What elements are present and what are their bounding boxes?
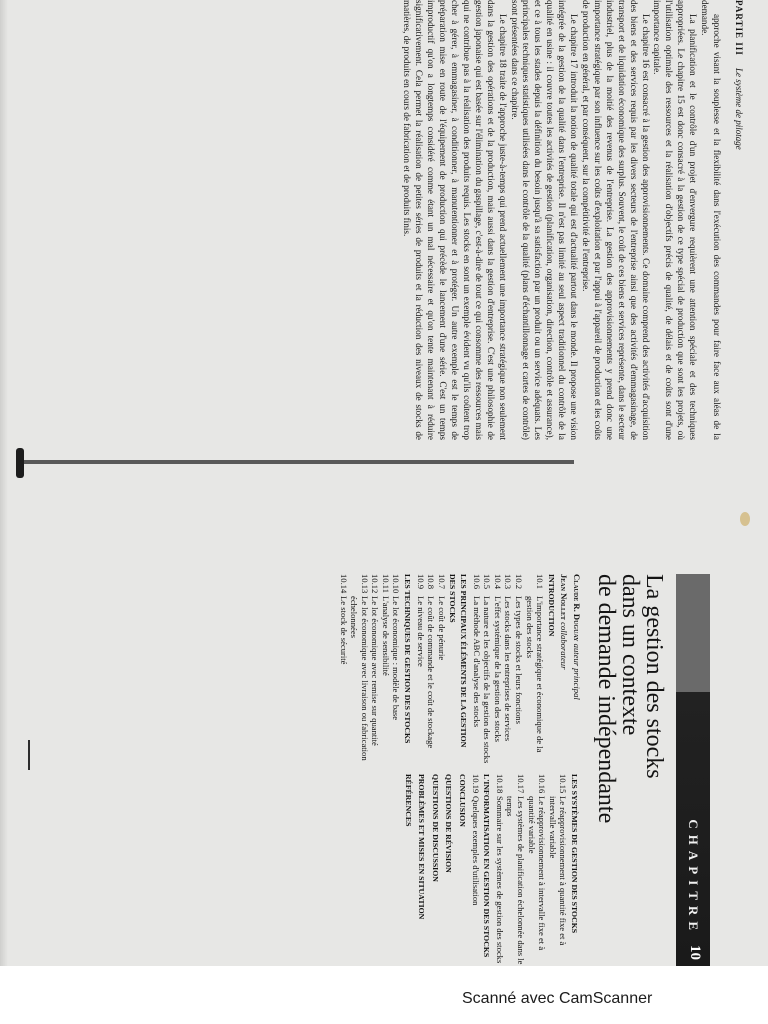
toc-entry-title: Le réapprovisionnement à quantité fixe et à intervalle variable <box>547 796 569 946</box>
chapter-title-line: de demande indépendante <box>593 574 619 824</box>
toc-entry <box>492 574 503 764</box>
toc-entry-number: 10.5 <box>482 574 493 590</box>
toc-column-2 <box>402 774 582 966</box>
toc-entry-title: Le lot économique avec remise sur quantité <box>370 596 381 746</box>
paragraph: approche visant la souplesse et la flexibilité dans l'exécution des commandes pour faire face aux aléas de la demande. <box>700 0 722 440</box>
toc-entry-number: 10.15 <box>558 774 569 794</box>
chapter-title-line: La gestion des stocks <box>641 574 667 779</box>
toc-entry <box>349 574 370 764</box>
author-name: Jean Nollet <box>559 574 570 620</box>
toc-entry-title: La méthode ABC d'analyse des stocks <box>471 596 482 728</box>
toc-entry-title: L'effet systémique de la gestion des stocks <box>492 596 503 743</box>
toc-entry-number: 10.8 <box>426 574 437 590</box>
toc-entry-number: 10.6 <box>471 574 482 590</box>
toc-entry-title: Les systèmes de planification échelonnée dans le temps <box>505 796 527 965</box>
toc-entry-number: 10.19 <box>470 774 481 794</box>
toc-entry-title: Le niveau de service <box>415 596 426 667</box>
toc-entry <box>505 774 526 966</box>
toc-entry <box>470 774 481 966</box>
paragraph: La planification et le contrôle d'un projet d'envergure requièrent une attention spéciale et des techniques appropriées. Le chapitre 15 est donc consacré à la gestion de ce type spécial de production que sont les projets, où l'utilisation optimale des ressources et la réalisation d'objectifs précis de qualité, de délais et de coûts sont d'une importance capitale. <box>652 0 699 440</box>
chapter-label: CHAPITRE <box>686 819 701 936</box>
chapter-number: 10 <box>687 945 703 960</box>
toc-entry <box>415 574 426 764</box>
toc-entry-title: Le coût de pénurie <box>436 596 447 661</box>
author-role: auteur principal <box>572 643 582 700</box>
author-name: Claude R. Duguay <box>572 574 582 642</box>
toc-section-heading: LES SYSTÈMES DE GESTION DES STOCKS <box>570 774 579 934</box>
toc-entry <box>547 774 568 966</box>
toc-entry <box>370 574 381 764</box>
toc-entry-number: 10.9 <box>415 574 426 590</box>
page-edge-shadow <box>0 0 8 966</box>
toc-list <box>402 774 579 966</box>
toc-section-heading: L'INFORMATISATION EN GESTION DES STOCKS <box>482 774 492 958</box>
binding-mark <box>28 740 30 770</box>
running-head <box>724 0 744 440</box>
toc-entry-number: 10.7 <box>436 574 447 590</box>
toc-entry-number: 10.2 <box>514 574 525 590</box>
spine-clip-mark <box>16 448 24 478</box>
body-text <box>246 0 722 440</box>
toc-section-heading: QUESTIONS DE RÉVISION <box>444 774 454 873</box>
toc-entry <box>513 574 524 764</box>
toc-list <box>338 574 556 764</box>
toc-entry-title: Le stock de sécurité <box>338 596 349 665</box>
toc-section-heading: LES PRINCIPAUX ÉLÉMENTS DE LA GESTION DES STOCKS <box>448 574 469 748</box>
toc-entry-title: Sommaire sur les systèmes de gestion des stocks <box>494 796 505 964</box>
toc-entry-title: Le lot économique : modèle de base <box>391 596 402 721</box>
toc-entry <box>426 574 437 764</box>
toc-entry-number: 10.18 <box>494 774 505 794</box>
toc-entry-number: 10.17 <box>516 774 527 794</box>
toc-section-heading: RÉFÉRENCES <box>403 774 413 827</box>
author-line <box>571 574 582 764</box>
chapter-title <box>594 574 666 966</box>
left-page <box>244 0 744 440</box>
running-head-part: PARTIE III <box>734 0 744 56</box>
author-role: collaborateur <box>559 622 570 670</box>
toc-entry-number: 10.12 <box>370 574 381 594</box>
toc-entry <box>494 774 505 966</box>
toc-entry <box>391 574 402 764</box>
toc-entry <box>471 574 482 764</box>
toc-column-1 <box>338 574 582 764</box>
toc-entry-number: 10.14 <box>338 574 349 594</box>
chapter-band <box>676 574 710 966</box>
toc-entry <box>524 574 545 764</box>
paragraph: Le chapitre 17 introduit la notion de qualité totale qui est d'actualité partout dans le monde. Il propose une vision intégrée de la gestion de la qualité dans l'entreprise. Il n'est pas limité au seul aspect traditionnel du contrôle de la qualité en usine : il couvre toutes les activités de gestion (planification, organisation, direction, contrôle et assurance), et ce à tous les stades depuis la définition du besoin jusqu'à sa satisfaction par un produit ou un service adéquats. Les principales techniques statistiques utilisées dans le contrôle de la qualité (plans d'échantillonnage et cartes de contrôle) sont présentées dans ce chapitre. <box>509 0 580 440</box>
toc-entry-title: Les types de stocks et leurs fonctions <box>514 596 525 724</box>
paragraph: Le chapitre 16 est consacré à la gestion des approvisionnements. Ce domaine comprend des activités d'acquisition des biens et des services requis par les divers secteurs de l'entreprise ainsi que des activités d'emmagasinage, de transport et de liquidation économique des surplus. Souvent, le coût de ces biens et services représente, dans le secteur industriel, plus de la moitié des revenus de l'entreprise. La gestion des approvisionnements y prend donc une importance stratégique par son influence sur les coûts d'exploitation et par l'appui à l'appareil de production et les coûts de production en général, et par conséquent, sur la compétitivité de l'entreprise. <box>581 0 651 440</box>
toc-entry <box>482 574 493 764</box>
scanner-watermark: Scanné avec CamScanner <box>462 990 653 1007</box>
toc-entry-number: 10.4 <box>492 574 503 590</box>
toc-entry-title: Quelques exemples d'utilisation <box>470 796 481 906</box>
toc-section-heading: QUESTIONS DE DISCUSSION <box>430 774 440 882</box>
toc-entry-title: Le lot économique avec livraison ou fabrication échelonnées <box>349 596 370 761</box>
toc-section-heading: CONCLUSION <box>458 774 468 827</box>
toc-entry <box>380 574 391 764</box>
toc-entry-number: 10.10 <box>391 574 402 594</box>
chapter-title-line: dans un contexte <box>617 574 643 736</box>
toc-entry-title: L'analyse de sensibilité <box>380 596 391 676</box>
toc-entry <box>526 774 547 966</box>
toc-entry-number: 10.13 <box>359 574 370 594</box>
toc-entry-title: Les stocks dans les entreprises de services <box>503 596 514 742</box>
toc-entry <box>503 574 514 764</box>
right-page <box>160 574 710 966</box>
toc-section-heading: LES TECHNIQUES DE GESTION DES STOCKS <box>403 574 413 744</box>
toc-section-heading: INTRODUCTION <box>546 574 556 637</box>
toc-entry-number: 10.16 <box>537 774 548 794</box>
toc-entry-title: L'importance stratégique et économique de la gestion des stocks <box>524 596 546 753</box>
toc-entry-title: La nature et les objectifs de la gestion des stocks <box>482 596 493 764</box>
toc-entry-title: Le coût de commande et le coût de stockage <box>426 596 437 749</box>
toc-section-heading: PROBLÈMES ET MISES EN SITUATION <box>417 774 427 920</box>
running-head-title: Le système de pilotage <box>734 68 744 150</box>
toc-entry-number: 10.11 <box>380 574 391 594</box>
paper-stain <box>740 512 750 526</box>
toc-entry <box>436 574 447 764</box>
book-spine-line <box>18 460 574 464</box>
toc-entry <box>338 574 349 764</box>
author-line <box>559 574 570 764</box>
toc-entry-title: Le réapprovisionnement à intervalle fixe et à quantité variable <box>526 796 548 951</box>
toc-entry-number: 10.3 <box>503 574 514 590</box>
toc-entry-number: 10.1 <box>535 574 546 590</box>
paragraph: Le chapitre 18 traite de l'approche juste-à-temps qui prend actuellement une importance stratégique non seulement dans la gestion des opérations et de la production, mais aussi dans la gestion d'entreprise. C'est une philosophie de gestion japonaise qui est basée sur l'élimination du gaspillage, c'est-à-dire de tout ce qui consomme des ressources mais qui ne contribue pas à la réalisation des produits requis. Les stocks en sont un exemple évident vu qu'ils coûtent trop cher à gérer, à emmagasiner, à conditionner, à manutentionner et à protéger. Un autre exemple est le temps de préparation mise en route de l'équipement de production qui précède le lancement d'une série. C'est un temps improductif qu'on a longtemps considéré comme étant un mal nécessaire et qu'on tente maintenant à réduire significativement. Cela permet la réalisation de petites séries de produits et la réduction des niveaux de stocks de matières, de produits en cours de fabrication et de produits finis. <box>402 0 508 440</box>
